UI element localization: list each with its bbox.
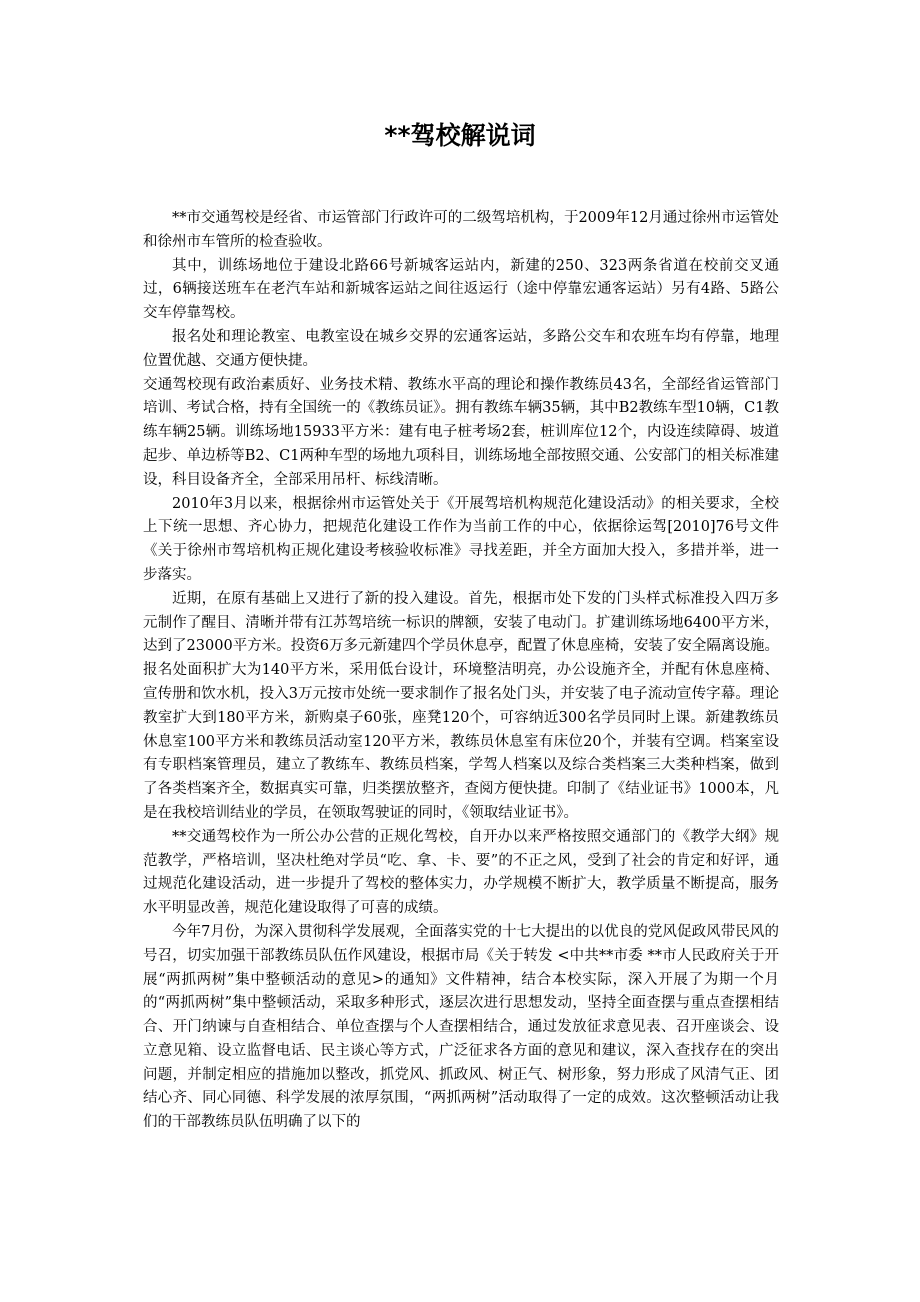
paragraph-5: 2010年3月以来，根据徐州市运管处关于《开展驾培机构规范化建设活动》的相关要求，全校上下统一思想、齐心协力，把规范化建设工作作为当前工作的中心，依据徐运驾[2010]76号文件《关于徐州市驾培机构正规化建设考核验收标准》寻找差距，并全方面加大投入，多措并举，进一步落实。 xyxy=(143,495,779,583)
document-title: **驾校解说词 xyxy=(384,121,536,150)
paragraph-6: 近期，在原有基础上又进行了新的投入建设。首先，根据市处下发的门头样式标准投入四万多元制作了醒目、清晰并带有江苏驾培统一标识的牌额，安装了电动门。扩建训练场地6400平方米，达到了23000平方米。投资6万多元新建四个学员休息亭，配置了休息座椅，安装了安全隔离设施。报名处面积扩大为140平方米，采用低台设计，环境整洁明亮，办公设施齐全，并配有休息座椅、宣传册和饮水机，投入3万元按市处统一要求制作了报名处门头，并安装了电子流动宣传字幕。理论教室扩大到180平方米，新购桌子60张，座凳120个，可容纳近300名学员同时上课。新建教练员休息室100平方米和教练员活动室120平方米，教练员休息室有床位20个，并装有空调。档案室设有专职档案管理员，建立了教练车、教练员档案，学驾人档案以及综合类档案三大类种档案，做到了各类档案齐全，数据真实可靠，归类摆放整齐，查阅方便快捷。印制了《结业证书》1000本，凡是在我校培训结业的学员，在领取驾驶证的同时，《领取结业证书》。 xyxy=(143,590,779,821)
paragraph-8: 今年7月份，为深入贯彻科学发展观，全面落实党的十七大提出的以优良的党风促政风带民风的号召，切实加强干部教练员队伍作风建设，根据市局《关于转发 <中共**市委 **市人民政府关于开展“两抓两树”集中整顿活动的意见>的通知》文件精神，结合本校实际，深入开展了为期一个月的“两抓两树”集中整顿活动，采取多种形式，逐层次进行思想发动，坚持全面查摆与重点查摆相结合、开门纳谏与自查相结合、单位查摆与个人查摆相结合，通过发放征求意见表、召开座谈会、设立意见箱、设立监督电话、民主谈心等方式，广泛征求各方面的意见和建议，深入查找存在的突出问题，并制定相应的措施加以整改，抓党风、抓政风、树正气、树形象，努力形成了风清气正、团结心齐、同心同德、科学发展的浓厚氛围，“两抓两树”活动取得了一定的成效。这次整顿活动让我们的干部教练员队伍明确了以下的 xyxy=(143,923,779,1131)
document-body xyxy=(143,207,779,1135)
paragraph-7: **交通驾校作为一所公办公营的正规化驾校，自开办以来严格按照交通部门的《教学大纲》规范教学，严格培训，坚决杜绝对学员“吃、拿、卡、要”的不正之风，受到了社会的肯定和好评，通过规范化建设活动，进一步提升了驾校的整体实力，办学规模不断扩大，教学质量不断提高，服务水平明显改善，规范化建设取得了可喜的成绩。 xyxy=(143,828,779,917)
paragraph-4: 交通驾校现有政治素质好、业务技术精、教练水平高的理论和操作教练员43名，全部经省运管部门培训、考试合格，持有全国统一的《教练员证》。拥有教练车辆35辆，其中B2教练车型10辆，C1教练车辆25辆。训练场地15933平方米：建有电子桩考场2套，桩训库位12个，内设连续障碍、坡道起步、单边桥等B2、C1两种车型的场地九项科目，训练场地全部按照交通、公安部门的相关标准建设，科目设备齐全，全部采用吊杆、标线清晰。 xyxy=(143,376,779,488)
paragraph-1: **市交通驾校是经省、市运管部门行政许可的二级驾培机构，于2009年12月通过徐州市运管处和徐州市车管所的检查验收。 xyxy=(143,210,779,250)
paragraph-3: 报名处和理论教室、电教室设在城乡交界的宏通客运站，多路公交车和农班车均有停靠，地理位置优越、交通方便快捷。 xyxy=(143,328,779,369)
paragraph-2: 其中，训练场地位于建设北路66号新城客运站内，新建的250、323两条省道在校前交叉通过，6辆接送班车在老汽车站和新城客运站之间往返运行（途中停靠宏通客运站）另有4路、5路公交车停靠驾校。 xyxy=(143,257,779,322)
